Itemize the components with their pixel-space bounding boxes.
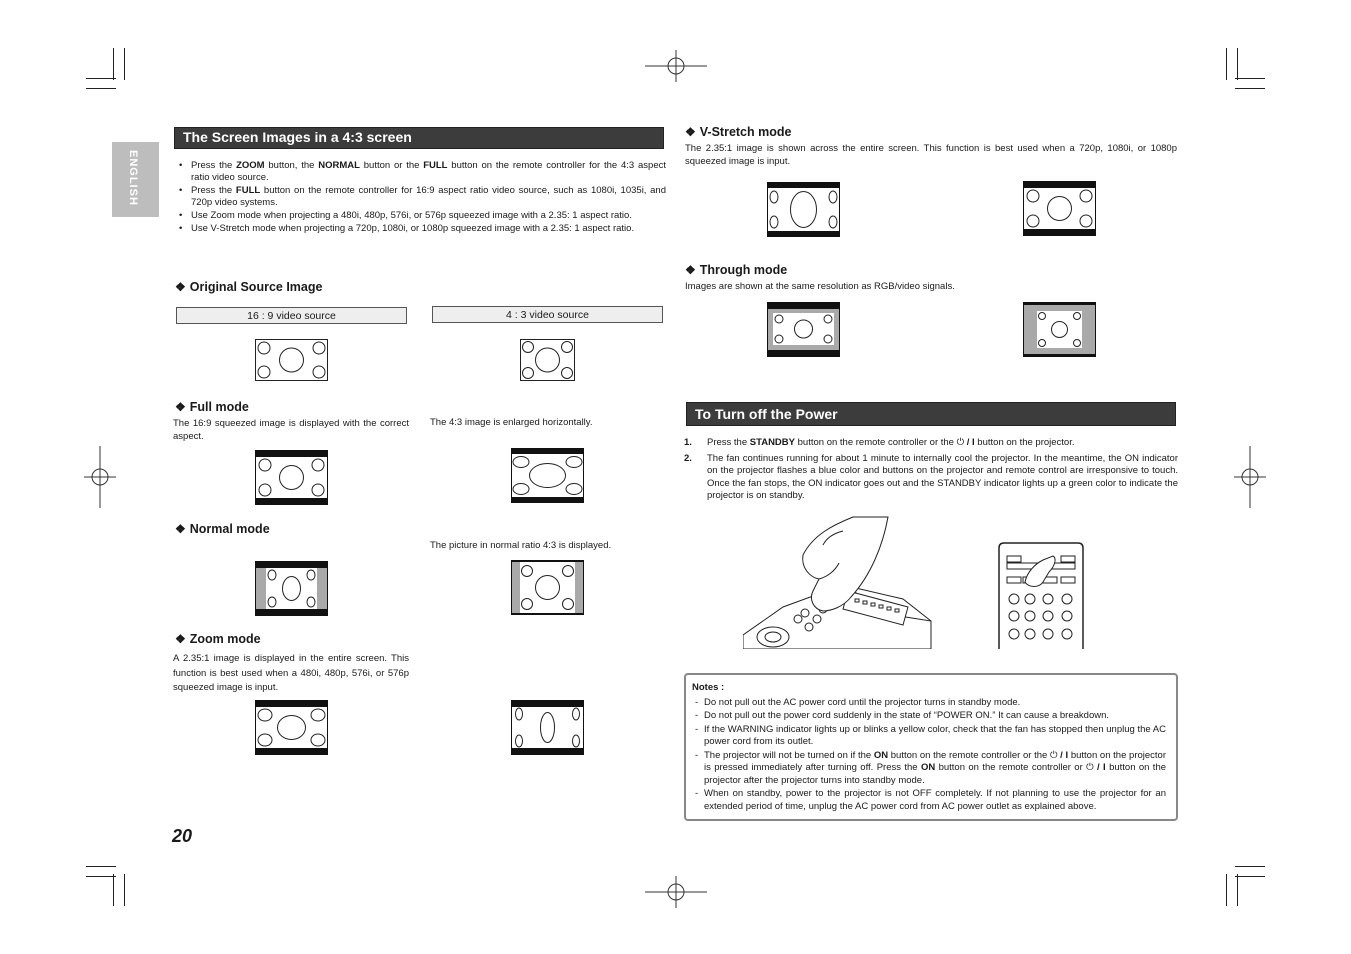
crop-mark [124, 874, 125, 906]
list-item: 2. The fan continues running for about 1 minute to internally cool the projector. In the meantime, the ON indicator on the projector flashes a blue color and buttons on the projector and remote control are irresponsive to touch. Once the fan stops, the ON indicator goes out and the STANDBY indicator lights up a green color to indicate the projector is on standby. [684, 452, 1178, 501]
section-title-screen-images: The Screen Images in a 4:3 screen [174, 127, 664, 149]
list-item: • Use V-Stretch mode when projecting a 720p, 1080i, or 1080p squeezed image with a 2.35: 1 aspect ratio. [177, 223, 666, 235]
diagram-through-169 [767, 302, 840, 357]
list-item: • Press the FULL button on the remote controller for 16:9 aspect ratio video source, such as 1080i, 1035i, and 720p video systems. [177, 185, 666, 209]
normal-mode-text-43: The picture in normal ratio 4:3 is displayed. [430, 540, 612, 551]
diagram-zoom-169 [255, 700, 328, 755]
through-mode-text: Images are shown at the same resolution as RGB/video signals. [685, 281, 955, 292]
diagram-original-169 [255, 339, 328, 381]
page-number: 20 [172, 826, 193, 846]
full-mode-text-169: The 16:9 squeezed image is displayed with the correct aspect. [173, 418, 409, 442]
crop-mark [1226, 874, 1227, 906]
power-off-steps [684, 437, 1178, 506]
diagram-zoom-43 [511, 700, 584, 755]
diagram-full-169 [255, 450, 328, 505]
power-icon: ⏻ [1086, 762, 1094, 773]
crop-mark [113, 874, 114, 906]
diagram-normal-43 [511, 560, 584, 615]
power-icon: ⏻ [956, 437, 965, 448]
registration-mark [84, 446, 116, 508]
note-item: - The projector will not be turned on if the ON button on the remote controller or the ⏻ / I button on the projector is pressed immediately after turning off. Press the ON button on the remote controller or ⏻ / I button on the projector after the projector turns into standby mode. [692, 750, 1166, 788]
power-icon: ⏻ [1049, 749, 1058, 761]
list-item: • Use Zoom mode when projecting a 480i, 480p, 576i, or 576p squeezed image with a 2.35: 1 aspect ratio. [177, 210, 666, 222]
crop-mark [86, 78, 116, 79]
registration-mark [645, 876, 707, 908]
notes-box [684, 673, 1178, 821]
diagram-original-43 [520, 339, 575, 381]
zoom-mode-text: A 2.35:1 image is displayed in the entire screen. This function is best used when a 480i, 480p, 576i, or 576p squeezed image is input. [173, 653, 409, 693]
full-mode-text-43: The 4:3 image is enlarged horizontally. [430, 417, 593, 428]
subheading-zoom-mode: ❖ Zoom mode [175, 632, 261, 646]
registration-mark [645, 50, 707, 82]
subheading-vstretch-mode: ❖ V-Stretch mode [685, 125, 792, 139]
vstretch-mode-text: The 2.35:1 image is shown across the entire screen. This function is best used when a 720p, 1080i, or 1080p squeezed image is input. [685, 143, 1177, 167]
language-label: ENGLISH [127, 150, 139, 206]
diagram-through-43 [1023, 302, 1096, 357]
crop-mark [86, 866, 116, 867]
crop-mark [1235, 876, 1265, 877]
crop-mark [124, 48, 125, 80]
crop-mark [113, 48, 114, 80]
notes-title: Notes : [692, 682, 725, 693]
instruction-bullets [177, 160, 666, 236]
note-item: - If the WARNING indicator lights up or blinks a yellow color, check that the fan has stopped then unplug the AC power cord from its outlet. [692, 724, 1166, 749]
label-169-source: 16 : 9 video source [176, 307, 407, 324]
crop-mark [1226, 48, 1227, 80]
subheading-original: ❖ Original Source Image [175, 280, 323, 294]
diagram-vstretch-43 [1023, 181, 1096, 236]
crop-mark [1235, 88, 1265, 89]
remote-control-illustration [997, 542, 1085, 649]
note-item: - When on standby, power to the projector is not OFF completely. If not planning to use the projector for an extended period of time, unplug the AC power cord from AC power outlet as explained above. [692, 788, 1166, 813]
crop-mark [86, 88, 116, 89]
crop-mark [1235, 866, 1265, 867]
diagram-normal-169 [255, 561, 328, 616]
registration-mark [1234, 446, 1266, 508]
crop-mark [1237, 874, 1238, 906]
diagram-full-43 [511, 448, 584, 503]
subheading-normal-mode: ❖ Normal mode [175, 522, 270, 536]
diagram-vstretch-169 [767, 182, 840, 237]
crop-mark [1235, 78, 1265, 79]
section-title-turn-off-power: To Turn off the Power [686, 402, 1176, 426]
crop-mark [86, 876, 116, 877]
crop-mark [1237, 48, 1238, 80]
label-43-source: 4 : 3 video source [432, 306, 663, 323]
list-item: • Press the ZOOM button, the NORMAL button or the FULL button on the remote controller for the 4:3 aspect ratio video source. [177, 160, 666, 184]
language-tab [112, 142, 159, 217]
subheading-full-mode: ❖ Full mode [175, 400, 249, 414]
list-item: 1. Press the STANDBY button on the remote controller or the ⏻ / I button on the projector. [684, 437, 1075, 448]
note-item: - Do not pull out the power cord suddenly in the state of “POWER ON.” It can cause a breakdown. [692, 710, 1166, 723]
note-item: - Do not pull out the AC power cord until the projector turns in standby mode. [692, 697, 1166, 710]
subheading-through-mode: ❖ Through mode [685, 263, 788, 277]
projector-hand-illustration [743, 515, 933, 649]
